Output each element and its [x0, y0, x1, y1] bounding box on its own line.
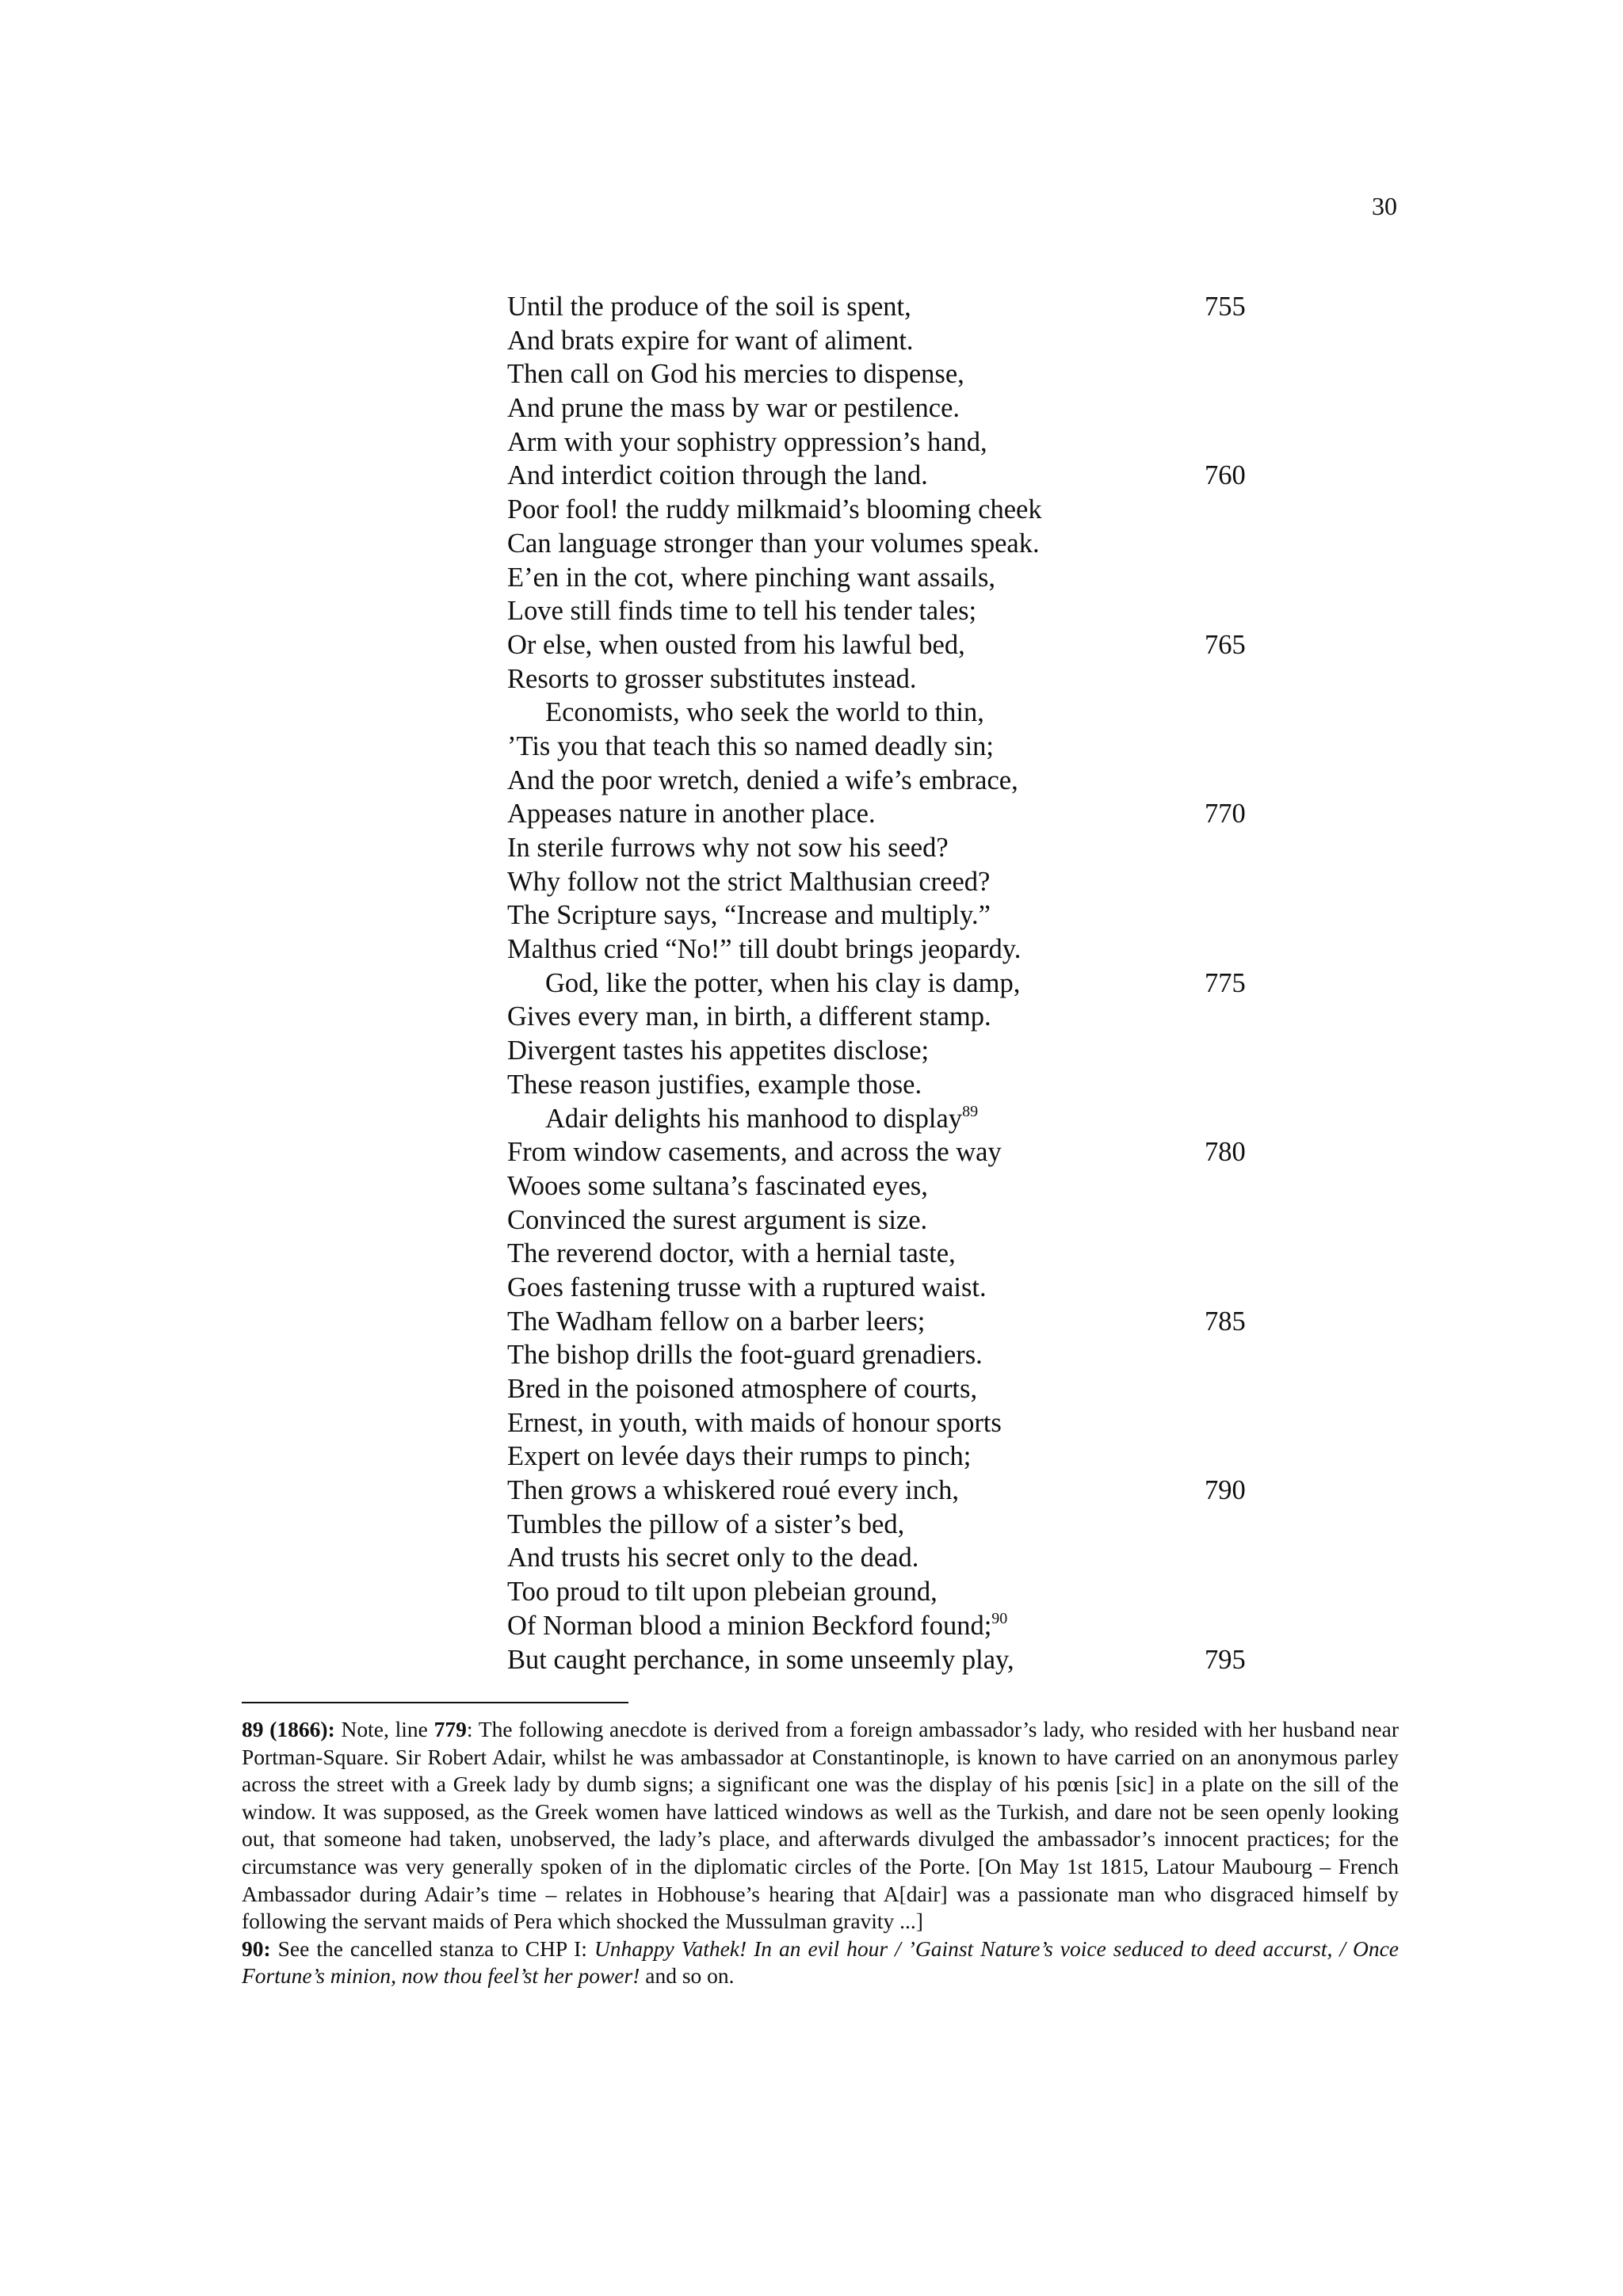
verse-text: These reason justifies, example those. [507, 1069, 922, 1100]
verse-text: Economists, who seek the world to thin, [545, 697, 984, 728]
verse-text: Why follow not the strict Malthusian creed? [507, 866, 991, 897]
verse-line [507, 1068, 1268, 1102]
verse-text: Gives every man, in birth, a different stamp. [507, 1001, 991, 1032]
verse-line [507, 1474, 1268, 1508]
verse-line [507, 527, 1268, 561]
verse-text: The bishop drills the foot-guard grenadiers. [507, 1340, 983, 1371]
verse-line [507, 1102, 1268, 1136]
verse-line [507, 1440, 1268, 1474]
footnote-90-quote: Unhappy Vathek! In an evil hour / ’Gainst Nature’s voice seduced to deed accurst, / Once Fortune’s minion, now thou feel’st her power! [242, 1936, 1399, 1989]
verse-text: E’en in the cot, where pinching want assails, [507, 562, 996, 593]
verse-text: The reverend doctor, with a hernial taste, [507, 1238, 956, 1269]
line-number: 765 [1205, 629, 1246, 660]
line-number: 795 [1205, 1644, 1246, 1675]
verse-line [507, 1338, 1268, 1372]
footnote-divider [242, 1702, 628, 1703]
verse-text: The Scripture says, “Increase and multiply.” [507, 900, 991, 931]
verse-text: Ernest, in youth, with maids of honour sports [507, 1407, 1002, 1438]
verse-line [507, 1406, 1268, 1440]
line-number: 770 [1205, 799, 1246, 830]
verse-text: And trusts his secret only to the dead. [507, 1543, 919, 1573]
verse-text: And interdict coition through the land. [507, 460, 928, 491]
verse-text: Divergent tastes his appetites disclose; [507, 1035, 930, 1066]
verse-line [507, 1643, 1268, 1677]
footnotes [242, 1716, 1399, 1990]
verse-line [507, 1000, 1268, 1034]
verse-text: And prune the mass by war or pestilence. [507, 393, 960, 424]
footnote-90-text-b: and so on. [640, 1963, 735, 1989]
verse-text: Then grows a whiskered roué every inch, [507, 1475, 960, 1506]
line-number: 775 [1205, 967, 1246, 998]
footnote-89-line-ref: 779 [433, 1717, 467, 1741]
line-number: 785 [1205, 1306, 1246, 1337]
verse-text: God, like the potter, when his clay is damp, [545, 967, 1021, 998]
verse-text: Or else, when ousted from his lawful bed, [507, 629, 965, 660]
verse-text: Then call on God his mercies to dispense, [507, 359, 964, 390]
verse-text: Resorts to grosser substitutes instead. [507, 663, 917, 694]
verse-text: But caught perchance, in some unseemly play, [507, 1644, 1014, 1675]
page-number: 30 [1372, 192, 1397, 220]
verse-text: In sterile furrows why not sow his seed? [507, 833, 949, 863]
verse-text: Convinced the surest argument is size. [507, 1204, 928, 1235]
line-number: 760 [1205, 460, 1246, 491]
verse-line [507, 1203, 1268, 1238]
verse-line [507, 391, 1268, 425]
verse-line [507, 730, 1268, 764]
verse-text: Bred in the poisoned atmosphere of courts, [507, 1374, 978, 1404]
verse-line [507, 831, 1268, 865]
verse-text: From window casements, and across the way [507, 1137, 1002, 1168]
verse-text: And brats expire for want of aliment. [507, 325, 914, 356]
footnote-90-text-a: See the cancelled stanza to CHP I: [270, 1936, 594, 1961]
verse-text: Wooes some sultana’s fascinated eyes, [507, 1170, 928, 1201]
verse-line [507, 696, 1268, 730]
verse-line [507, 1575, 1268, 1609]
verse-text: Malthus cried “No!” till doubt brings jeopardy. [507, 934, 1022, 965]
line-number: 780 [1205, 1137, 1246, 1168]
verse-text: Poor fool! the ruddy milkmaid’s blooming cheek [507, 494, 1042, 525]
verse-line [507, 1135, 1268, 1169]
verse-line [507, 1169, 1268, 1203]
verse-text: Love still finds time to tell his tender tales; [507, 596, 977, 627]
verse-text: Appeases nature in another place. [507, 799, 876, 830]
verse-text: Goes fastening trusse with a ruptured waist. [507, 1272, 987, 1302]
footnote-89 [242, 1716, 1399, 1936]
verse-text: Expert on levée days their rumps to pinch; [507, 1441, 972, 1472]
verse-line [507, 1372, 1268, 1406]
verse-line [507, 493, 1268, 527]
verse-line [507, 290, 1268, 324]
verse-line [507, 797, 1268, 831]
verse-line [507, 662, 1268, 696]
verse-line [507, 324, 1268, 358]
verse-line [507, 1305, 1268, 1339]
verse-text: Adair delights his manhood to display [545, 1103, 963, 1134]
verse-line [507, 1034, 1268, 1068]
verse-text: Arm with your sophistry oppression’s hand, [507, 426, 987, 457]
verse-line [507, 1508, 1268, 1542]
verse-line [507, 898, 1268, 933]
verse-text: Tumbles the pillow of a sister’s bed, [507, 1508, 905, 1539]
verse-text: The Wadham fellow on a barber leers; [507, 1306, 926, 1337]
verse-text: ’Tis you that teach this so named deadly sin; [507, 730, 994, 761]
verse-line [507, 1271, 1268, 1305]
verse-line [507, 425, 1268, 460]
verse-line [507, 1609, 1268, 1643]
footnote-89-label: 89 (1866): [242, 1717, 335, 1741]
verse-text: Until the produce of the soil is spent, [507, 292, 911, 322]
verse-line [507, 459, 1268, 493]
footnote-89-text-a: Note, line [334, 1717, 434, 1741]
footnote-reference: 90 [991, 1609, 1008, 1627]
line-number: 790 [1205, 1475, 1246, 1506]
verse-line [507, 628, 1268, 662]
line-number: 755 [1205, 292, 1246, 322]
verse-line [507, 1541, 1268, 1575]
verse-line [507, 594, 1268, 628]
verse-text: Too proud to tilt upon plebeian ground, [507, 1577, 938, 1608]
verse-line [507, 933, 1268, 967]
footnote-89-text-b: : The following anecdote is derived from a foreign ambassador’s lady, who resided with her husband near Portman-Square. Sir Robert Adair, whilst he was ambassador at Constantinople, is known to have carried on an anonymous parley across the street with a Greek lady by dumb signs; a significant one was the display of his pœnis [sic] in a plate on the sill of the window. It was supposed, as the Greek women have latticed windows as well as the Turkish, and dare not be seen openly looking out, that someone had taken, unobserved, the lady’s place, and afterwards divulged the ambassador’s innocent practices; for the circumstance was very generally spoken of in the diplomatic circles of the Porte. [On May 1st 1815, Latour Maubourg – French Ambassador during Adair’s time – relates in Hobhouse’s hearing that A[dair] was a passionate man who disgraced himself by following the servant maids of Pera which shocked the Mussulman gravity ...] [242, 1717, 1399, 1934]
footnote-90-label: 90: [242, 1936, 271, 1961]
verse-text: And the poor wretch, denied a wife’s embrace, [507, 765, 1018, 795]
verse-text: Of Norman blood a minion Beckford found; [507, 1610, 992, 1641]
footnote-reference: 89 [962, 1102, 979, 1120]
verse-line [507, 764, 1268, 798]
verse-line [507, 561, 1268, 595]
verse-line [507, 865, 1268, 899]
verse-line [507, 1237, 1268, 1271]
verse-line [507, 357, 1268, 391]
verse-text: Can language stronger than your volumes speak. [507, 528, 1040, 559]
verse-line [507, 967, 1268, 1001]
footnote-90 [242, 1936, 1399, 1990]
poem [507, 290, 1268, 1676]
